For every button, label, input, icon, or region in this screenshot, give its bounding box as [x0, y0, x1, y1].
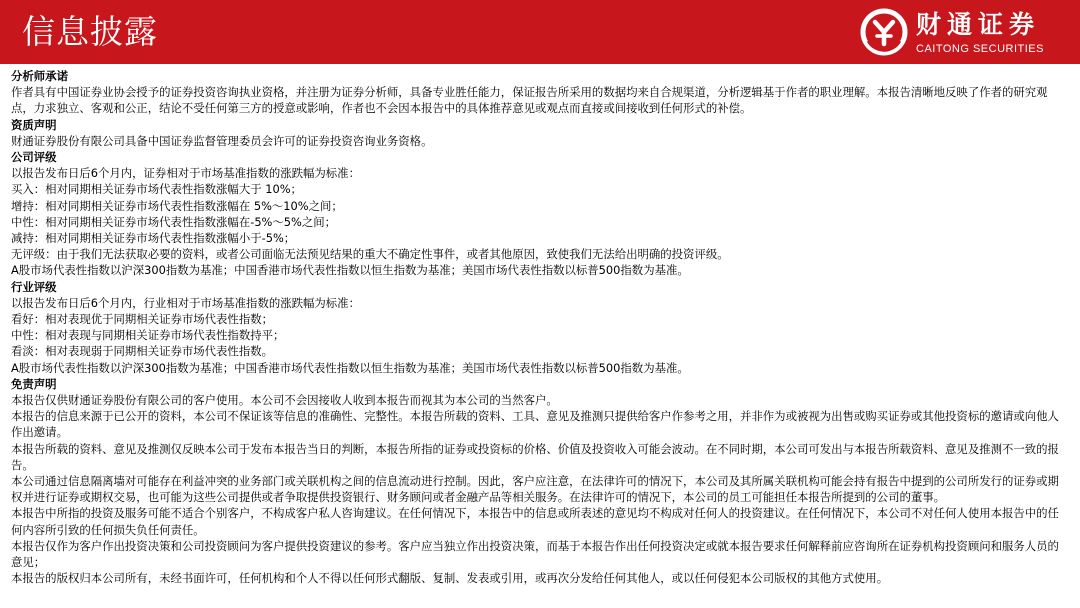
section-paragraph: 中性：相对表现与同期相关证券市场代表性指数持平； [11, 328, 285, 343]
section-paragraph: 本公司通过信息隔离墙对可能存在利益冲突的业务部门或关联机构之间的信息流动进行控制。因此，客户应注意，在法律许可的情况下，本公司及其所属关联机构可能会持有报告中提到的公司所发行的证券或期权并进行证券或期权交易，也可能为这些公司提供或者争取提供投资银行、财务顾问或者金融产品等相关服务。在法律许可的情况下，本公司的员工可能担任本报告所提到的公司的董事。 [11, 474, 1059, 505]
section-paragraph: 本报告中所指的投资及服务可能不适合个别客户，不构成客户私人咨询建议。在任何情况下，本报告中的信息或所表述的意见均不构成对任何人的投资建议。在任何情况下，本公司不对任何人使用本报告中的任何内容所引致的任何损失负任何责任。 [11, 506, 1059, 537]
section-paragraph: 以报告发布日后6个月内，行业相对于市场基准指数的涨跌幅为标准： [11, 295, 360, 310]
section-paragraph: 中性：相对同期相关证券市场代表性指数涨幅在-5%～5%之间； [11, 214, 337, 229]
section-qualification [11, 117, 1069, 149]
disclosure-content [11, 68, 1069, 587]
section-paragraph: 无评级：由于我们无法获取必要的资料，或者公司面临无法预见结果的重大不确定性事件，或者其他原因，致使我们无法给出明确的投资评级。 [11, 247, 729, 262]
logo-chinese-name: 财通证券 [916, 10, 1041, 39]
section-paragraph: 增持：相对同期相关证券市场代表性指数涨幅在 5%～10%之间； [11, 198, 343, 213]
section-paragraph: 买入：相对同期相关证券市场代表性指数涨幅大于 10%； [11, 182, 302, 197]
section-paragraph: 作者具有中国证券业协会授予的证券投资咨询执业资格，并注册为证券分析师，具备专业胜任能力，保证报告所采用的数据均来自合规渠道，分析逻辑基于作者的职业理解。本报告清晰地反映了作者的研究观点，力求独立、客观和公正，结论不受任何第三方的授意或影响，作者也不会因本报告中的具体推荐意见或观点而直接或间接收到任何形式的补偿。 [11, 85, 1048, 116]
section-paragraph: 以报告发布日后6个月内，证券相对于市场基准指数的涨跌幅为标准： [11, 166, 360, 181]
section-paragraph: 看好：相对表现优于同期相关证券市场代表性指数； [11, 312, 273, 327]
header-bar [0, 0, 1080, 64]
section-industry-rating [11, 279, 1069, 376]
section-paragraph: A股市场代表性指数以沪深300指数为基准；中国香港市场代表性指数以恒生指数为基准；美国市场代表性指数以标普500指数为基准。 [11, 263, 689, 278]
logo-english-name: CAITONG SECURITIES [916, 43, 1044, 55]
section-paragraph: 财通证券股份有限公司具备中国证券监督管理委员会许可的证券投资咨询业务资格。 [11, 133, 433, 148]
section-paragraph: 本报告仅供财通证券股份有限公司的客户使用。本公司不会因接收人收到本报告而视其为本公司的当然客户。 [11, 393, 558, 408]
section-title: 免责声明 [11, 376, 57, 391]
page-title: 信息披露 [22, 12, 158, 51]
section-title: 分析师承诺 [11, 69, 68, 83]
section-title: 行业评级 [11, 279, 57, 294]
caitong-logo-icon [860, 8, 908, 56]
section-paragraph: 看淡：相对表现弱于同期相关证券市场代表性指数。 [11, 344, 273, 359]
section-paragraph: 本报告仅作为客户作出投资决策和公司投资顾问为客户提供投资建议的参考。客户应当独立作出投资决策，而基于本报告作出任何投资决定或就本报告要求任何解释前应咨询所在证券机构投资顾问和服务人员的意见； [11, 538, 1059, 570]
section-paragraph: A股市场代表性指数以沪深300指数为基准；中国香港市场代表性指数以恒生指数为基准；美国市场代表性指数以标普500指数为基准。 [11, 360, 689, 375]
caitong-logo [860, 8, 1060, 58]
section-disclaimer [11, 376, 1069, 587]
section-paragraph: 减持：相对同期相关证券市场代表性指数涨幅小于-5%； [11, 231, 296, 246]
section-paragraph: 本报告所载的资料、意见及推测仅反映本公司于发布本报告当日的判断，本报告所指的证券或投资标的价格、价值及投资收入可能会波动。在不同时期，本公司可发出与本报告所载资料、意见及推测不一致的报告。 [11, 441, 1059, 472]
section-paragraph: 本报告的信息来源于已公开的资料，本公司不保证该等信息的准确性、完整性。本报告所载的资料、工具、意见及推测只提供给客户作参考之用，并非作为或被视为出售或购买证券或其他投资标的邀请或向他人作出邀请。 [11, 409, 1059, 440]
section-title: 公司评级 [11, 150, 57, 165]
section-company-rating [11, 149, 1069, 279]
section-paragraph: 本报告的版权归本公司所有，未经书面许可，任何机构和个人不得以任何形式翻版、复制、发表或引用，或再次分发给任何其他人，或以任何侵犯本公司版权的其他方式使用。 [11, 571, 889, 586]
section-analyst [11, 68, 1069, 117]
section-title: 资质声明 [11, 117, 57, 132]
